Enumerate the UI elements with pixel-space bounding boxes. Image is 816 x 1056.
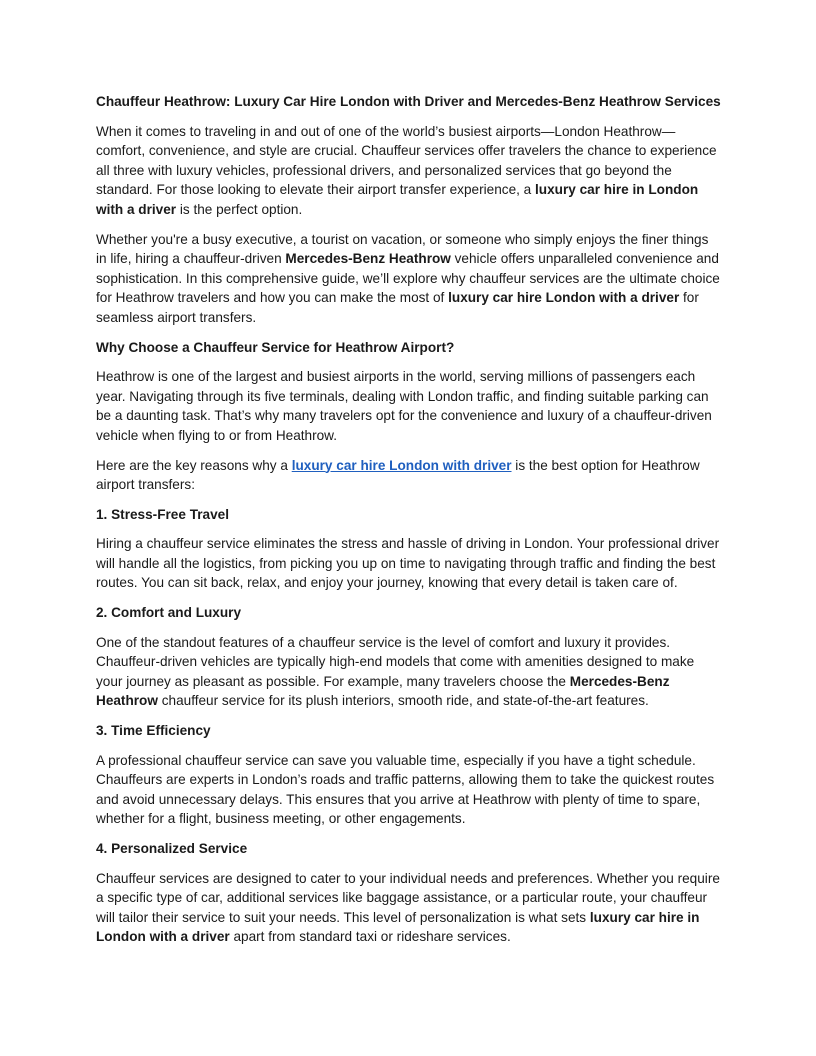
intro-p1-bold-1: luxury car hire in London with a driver <box>96 182 699 217</box>
document-title: Chauffeur Heathrow: Luxury Car Hire London with Driver and Mercedes-Benz Heathrow Services <box>96 94 721 109</box>
intro-p2-bold-1: Mercedes-Benz Heathrow <box>285 251 451 267</box>
intro-p2-text-2: vehicle offers unparalleled convenience and sophistication. In this comprehensive guide, we’ll explore why chauffeur services are the ultimate choice for Heathrow travelers and how you can make the most of <box>96 251 720 306</box>
section-2-paragraph <box>96 633 722 711</box>
section-4-bold-1: luxury car hire in London with a driver <box>96 909 700 945</box>
section-3-heading: 3. Time Efficiency <box>96 723 211 739</box>
section-1-paragraph: Hiring a chauffeur service eliminates the stress and hassle of driving in London. Your professional driver will handle all the logistics, from picking you up on time to navigating through traffic and finding the best routes. You can sit back, relax, and enjoy your journey, knowing that every detail is taken care of. <box>96 536 720 591</box>
intro-p2-text-1: Whether you're a busy executive, a tourist on vacation, or someone who simply enjoys the finer things in life, hiring a chauffeur-driven <box>96 231 709 267</box>
why-p2-text-1: Here are the key reasons why a <box>96 457 292 473</box>
section-4-heading: 4. Personalized Service <box>96 841 248 856</box>
section-3-paragraph: A professional chauffeur service can save you valuable time, especially if you have a tight schedule. Chauffeurs are experts in London’s roads and traffic patterns, allowing them to take the quickest routes and avoid unnecessary delays. This ensures that you arrive at Heathrow with plenty of time to spare, whether for a flight, business meeting, or other engagements. <box>96 752 715 827</box>
section-2-heading: 2. Comfort and Luxury <box>96 605 242 621</box>
why-p2-text-2: is the best option for Heathrow airport transfers: <box>96 457 700 493</box>
section-4-paragraph <box>96 869 722 947</box>
why-heading: Why Choose a Chauffeur Service for Heathrow Airport? <box>96 339 455 355</box>
document-page <box>96 92 722 957</box>
section-2-text-2: chauffeur service for its plush interiors, smooth ride, and state-of-the-art features. <box>157 693 649 709</box>
intro-p2-text-3: for seamless airport transfers. <box>96 290 699 325</box>
intro-paragraph-2 <box>96 230 722 328</box>
section-2-text-1: One of the standout features of a chauffeur service is the level of comfort and luxury it provides. Chauffeur-driven vehicles are typically high-end models that come with amenities designed to make your journey as pleasant as possible. For example, many travelers choose the <box>96 634 695 689</box>
intro-p1-text-2: is the perfect option. <box>176 201 303 217</box>
why-paragraph-1: Heathrow is one of the largest and busiest airports in the world, serving millions of passengers each year. Navigating through its five terminals, dealing with London traffic, and finding suitable parking can be a daunting task. That’s why many travelers opt for the convenience and luxury of a chauffeur-driven vehicle when flying to or from Heathrow. <box>96 369 712 443</box>
luxury-car-hire-link[interactable]: luxury car hire London with driver <box>291 457 512 473</box>
intro-paragraph-1 <box>96 122 722 220</box>
intro-p2-bold-2: luxury car hire London with a driver <box>448 290 680 306</box>
why-paragraph-2 <box>96 456 722 495</box>
section-2-bold-1: Mercedes-Benz Heathrow <box>96 673 670 709</box>
section-4-text-2: apart from standard taxi or rideshare services. <box>229 929 511 945</box>
section-1-heading: 1. Stress-Free Travel <box>96 506 229 522</box>
section-4-text-1: Chauffeur services are designed to cater to your individual needs and preferences. Whether you require a specific type of car, additional services like baggage assistance, or a particular route, your chauffeur will tailor their service to suit your needs. This level of personalization is what sets <box>96 870 720 925</box>
intro-p1-text-1: When it comes to traveling in and out of one of the world’s busiest airports—London Heathrow—comfort, convenience, and style are crucial. Chauffeur services offer travelers the chance to experience all three with luxury vehicles, professional drivers, and personalized services that go beyond the standard. For those looking to elevate their airport transfer experience, a <box>96 123 717 198</box>
